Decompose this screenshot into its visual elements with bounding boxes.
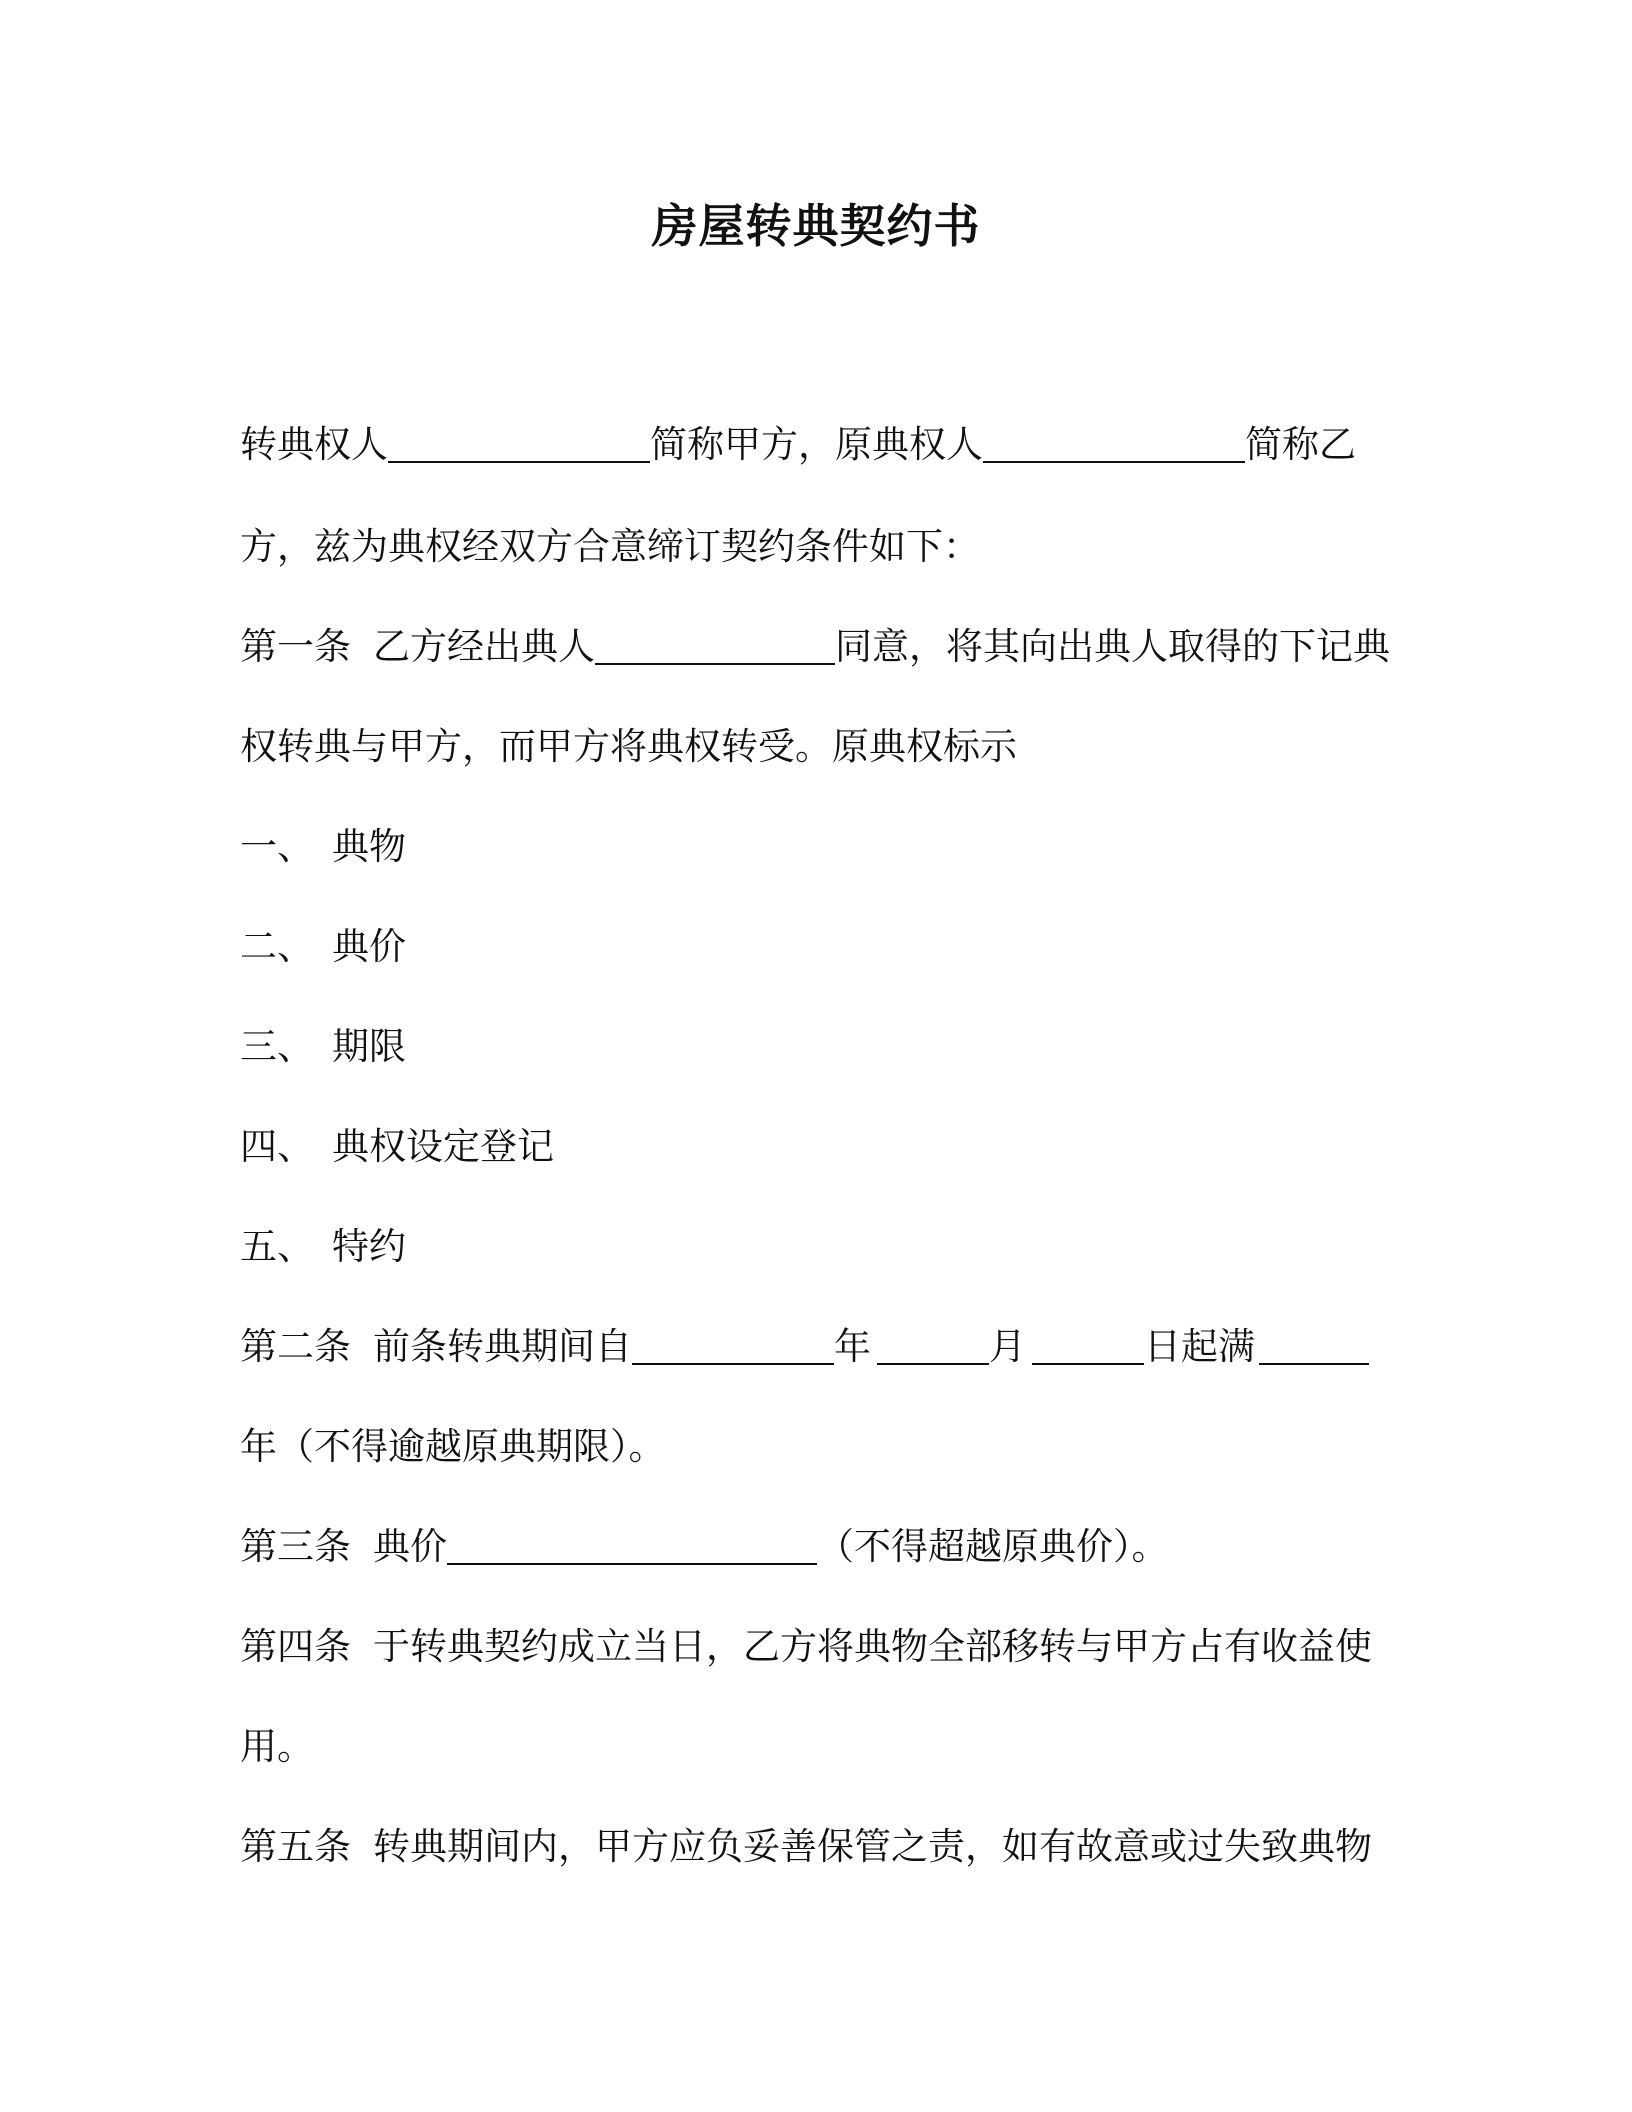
- list-item: [240, 1222, 406, 1272]
- article-1-text-1: 乙方经出典人: [373, 625, 595, 668]
- intro-text-4: 方，兹为典权经双方合意缔订契约条件如下：: [240, 525, 980, 568]
- list-item-text: 典价: [332, 925, 406, 968]
- article-4-text-2: 用。: [240, 1725, 314, 1768]
- list-item-number: 一、: [240, 825, 314, 868]
- intro-text-1: 转典权人: [240, 423, 388, 466]
- article-4-line-1: [240, 1622, 1372, 1672]
- article-1-line-1: [240, 622, 1390, 672]
- original-mortgagee-blank[interactable]: [983, 421, 1245, 463]
- list-item-number: 三、: [240, 1025, 314, 1068]
- list-item: [240, 922, 406, 972]
- article-3-label: 第三条: [240, 1525, 351, 1568]
- mortgagor-blank[interactable]: [595, 623, 835, 665]
- article-3-line-1: [240, 1522, 1169, 1572]
- article-5-text-1: 转典期间内，甲方应负妥善保管之责，如有故意或过失致典物: [373, 1825, 1372, 1868]
- list-item: [240, 822, 406, 872]
- sub-mortgagee-blank[interactable]: [388, 421, 650, 463]
- article-5-line-1: [240, 1822, 1372, 1872]
- intro-text-3: 简称乙: [1245, 423, 1356, 466]
- list-item-number: 二、: [240, 925, 314, 968]
- list-item: [240, 1022, 406, 1072]
- list-item-text: 特约: [332, 1225, 406, 1268]
- article-2-text-3: 年（不得逾越原典期限）。: [240, 1425, 666, 1468]
- intro-text-2: 简称甲方，原典权人: [650, 423, 983, 466]
- article-1-line-2: [240, 722, 1017, 772]
- article-1-label: 第一条: [240, 625, 351, 668]
- article-1-text-2: 同意，将其向出典人取得的下记典: [835, 625, 1390, 668]
- start-day-blank[interactable]: [1032, 1323, 1144, 1365]
- list-item: [240, 1122, 554, 1172]
- list-item-text: 典权设定登记: [332, 1125, 554, 1168]
- article-2-text-1: 前条转典期间自: [373, 1325, 632, 1368]
- article-4-label: 第四条: [240, 1625, 351, 1668]
- list-item-number: 四、: [240, 1125, 314, 1168]
- article-3-text-2: （不得超越原典价）。: [817, 1525, 1169, 1568]
- document-title: 房屋转典契约书: [651, 199, 981, 253]
- article-4-text-1: 于转典契约成立当日，乙方将典物全部移转与甲方占有收益使: [373, 1625, 1372, 1668]
- article-2-year: 年: [834, 1325, 871, 1368]
- intro-line-2: [240, 522, 980, 572]
- article-2-month: 月: [989, 1325, 1026, 1368]
- article-2-text-2: 日起满: [1144, 1325, 1255, 1368]
- article-2-line-1: [240, 1322, 1369, 1372]
- article-4-line-2: [240, 1722, 314, 1772]
- article-2-line-2: [240, 1422, 666, 1472]
- article-3-text-1: 典价: [373, 1525, 447, 1568]
- article-2-label: 第二条: [240, 1325, 351, 1368]
- intro-line-1: [240, 420, 1356, 470]
- term-years-blank[interactable]: [1259, 1323, 1369, 1365]
- list-item-text: 期限: [332, 1025, 406, 1068]
- article-1-text-3: 权转典与甲方，而甲方将典权转受。原典权标示: [240, 725, 1017, 768]
- price-blank[interactable]: [447, 1523, 817, 1565]
- start-year-blank[interactable]: [632, 1323, 834, 1365]
- article-5-label: 第五条: [240, 1825, 351, 1868]
- list-item-number: 五、: [240, 1225, 314, 1268]
- list-item-text: 典物: [332, 825, 406, 868]
- start-month-blank[interactable]: [877, 1323, 989, 1365]
